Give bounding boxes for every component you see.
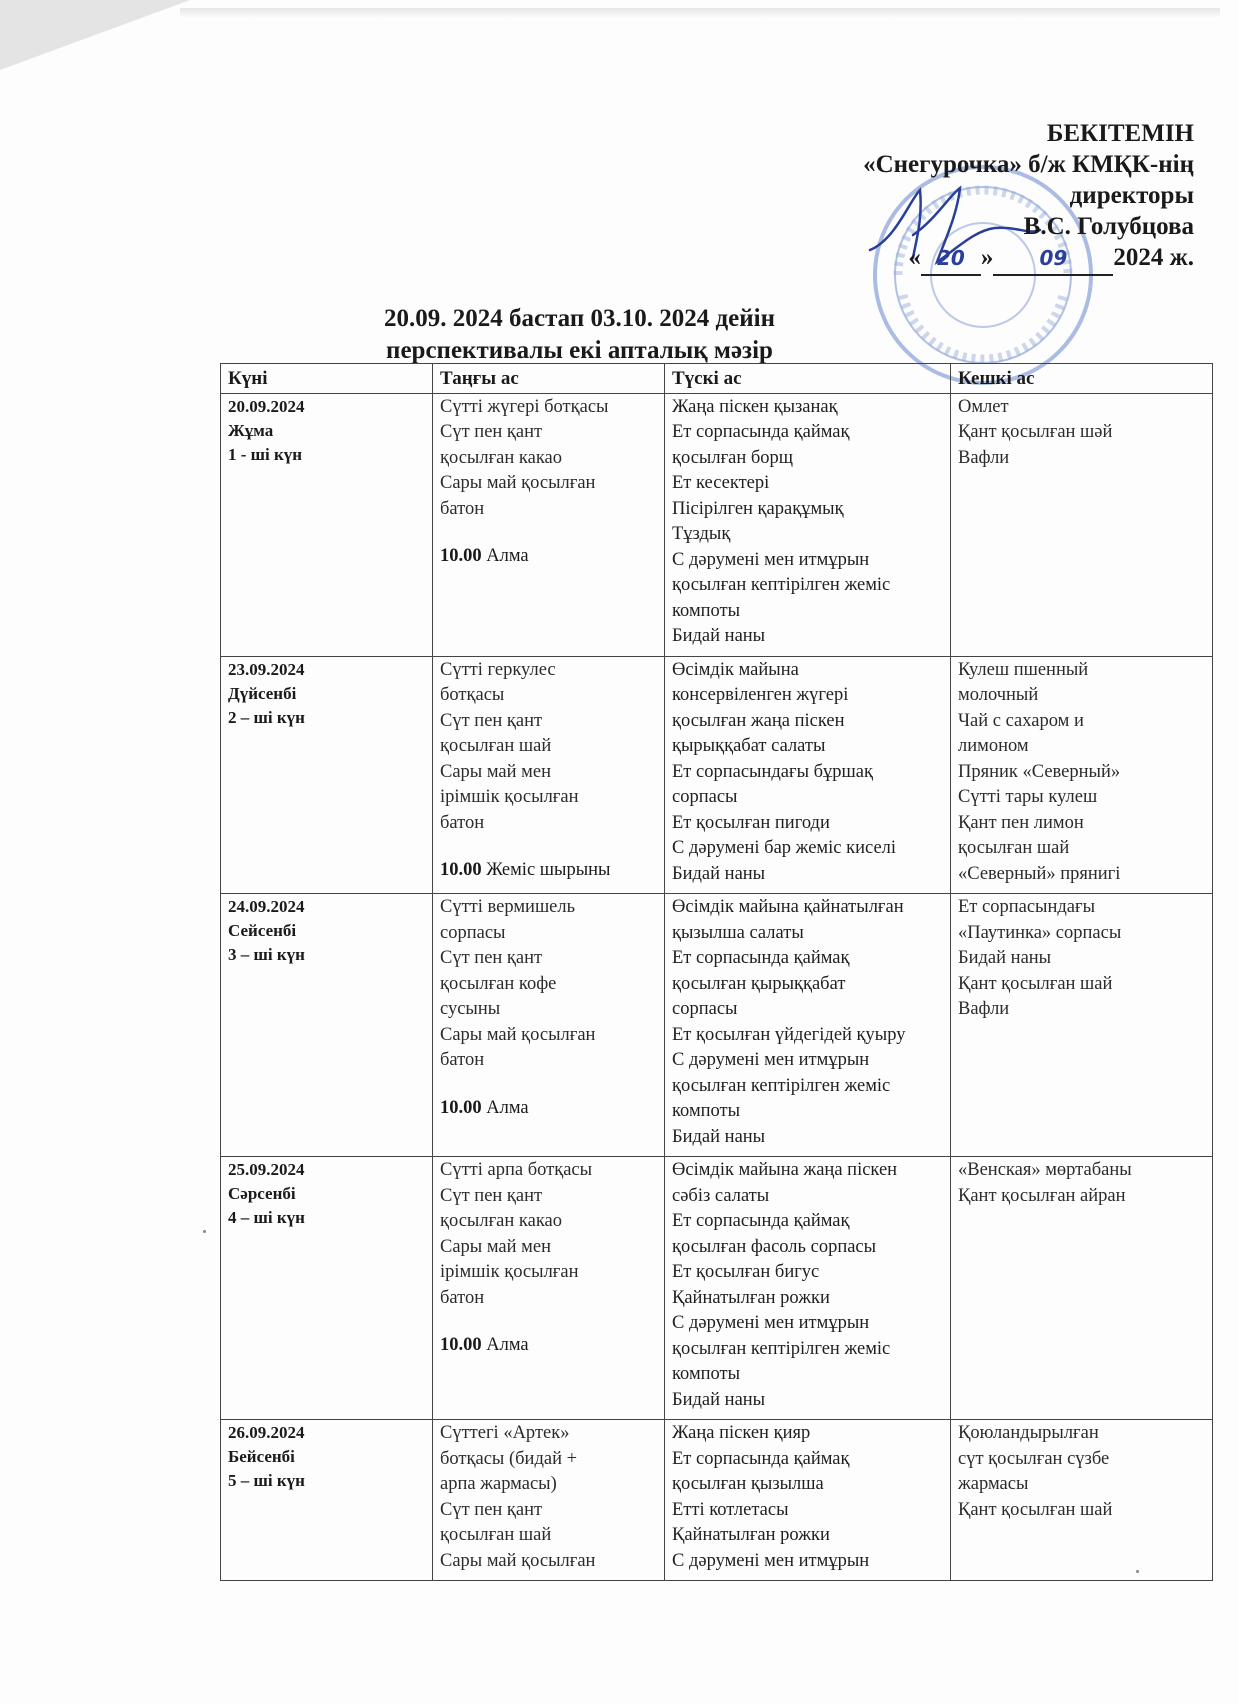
breakfast-item: Сүтті вермишель (440, 897, 576, 917)
day-date: 20.09.2024 (228, 396, 305, 416)
lunch-cell (665, 393, 951, 656)
breakfast-item: сорпасы (440, 922, 506, 943)
breakfast-item: қосылған какао (440, 447, 562, 468)
breakfast-item: қосылған кофе (440, 973, 557, 994)
lunch-item: компоты (672, 1364, 741, 1384)
breakfast-item: қосылған шай (440, 1525, 552, 1545)
dinner-item: Қант пен лимон (958, 812, 1084, 833)
breakfast-item: Сүт пен қант (440, 1185, 543, 1206)
lunch-item: қосылған фасоль сорпасы (672, 1236, 877, 1257)
lunch-item: компоты (672, 600, 741, 621)
lunch-item: қосылған кептірілген жеміс (672, 575, 891, 595)
menu-row (221, 894, 1213, 1157)
day-cell (221, 1420, 433, 1581)
lunch-item: қосылған борщ (672, 447, 794, 468)
dinner-item: Қоюландырылған (958, 1423, 1099, 1443)
breakfast-cell (433, 393, 665, 656)
document-title-line1: 20.09. 2024 бастап 03.10. 2024 дейін (383, 305, 775, 332)
approval-organization: «Снегурочка» б/ж КМҚК-нің (863, 151, 1194, 178)
lunch-cell (665, 1157, 951, 1420)
lunch-item: Бидай наны (672, 1389, 766, 1410)
lunch-item: Қайнатылған рожки (672, 1287, 830, 1308)
breakfast-item: батон (440, 1287, 485, 1308)
breakfast-item: Сары май мен (440, 1236, 551, 1257)
day-date: 23.09.2024 (228, 659, 305, 679)
snack-item: Алма (486, 546, 529, 566)
breakfast-item: Сүт пен қант (440, 710, 543, 731)
scan-speck (1136, 1570, 1139, 1573)
day-date: 25.09.2024 (228, 1160, 305, 1179)
snack-time: 10.00 (440, 860, 482, 880)
lunch-cell (665, 656, 951, 894)
lunch-item: Ет сорпасында қаймақ (672, 422, 850, 442)
snack-time: 10.00 (440, 1097, 482, 1118)
breakfast-item: Сүттегі «Артек» (440, 1423, 570, 1443)
dinner-item: Омлет (958, 396, 1009, 417)
header-lunch: Түскі ас (665, 364, 951, 394)
breakfast-item: арпа жармасы) (440, 1474, 557, 1494)
approval-block (863, 118, 1194, 276)
header-breakfast: Таңғы ас (433, 364, 665, 394)
lunch-item: Қайнатылған рожки (672, 1525, 830, 1545)
lunch-cell (665, 894, 951, 1157)
lunch-item: С дәрумені мен итмұрын (672, 1050, 870, 1070)
breakfast-item: ірімшік қосылған (440, 787, 579, 807)
lunch-item: сорпасы (672, 787, 738, 807)
dinner-cell (951, 1420, 1213, 1581)
lunch-item: Ет қосылған үйдегідей қуыру (672, 1024, 906, 1045)
lunch-item: С дәрумені мен итмұрын (672, 1313, 870, 1333)
lunch-item: қосылған кептірілген жеміс (672, 1075, 891, 1096)
breakfast-cell (433, 1157, 665, 1420)
lunch-item: қосылған қызылша (672, 1474, 824, 1494)
dinner-item: Бидай наны (958, 948, 1052, 968)
dinner-item: Вафли (958, 447, 1010, 468)
snack-item: Жеміс шырыны (486, 860, 611, 880)
dinner-item: Чай с сахаром и (958, 710, 1084, 731)
breakfast-item: Сүтті геркулес (440, 659, 556, 680)
dinner-item: «Венская» мөртабаны (958, 1160, 1132, 1180)
breakfast-item: батон (440, 498, 485, 519)
folded-corner-shadow (0, 0, 190, 70)
lunch-item: Өсімдік майына қайнатылған (672, 897, 904, 917)
day-number: 1 - ші күн (228, 444, 303, 464)
day-cell (221, 393, 433, 656)
breakfast-cell (433, 894, 665, 1157)
breakfast-item: Сары май қосылған (440, 1550, 596, 1571)
lunch-item: сәбіз салаты (672, 1185, 770, 1206)
snack-time: 10.00 (440, 546, 482, 566)
lunch-item: Жаңа піскен қызанақ (672, 396, 838, 417)
dinner-item: «Северный» прянигі (958, 863, 1121, 884)
approval-director-name: В.С. Голубцова (1023, 213, 1194, 240)
breakfast-item: Сары май қосылған (440, 473, 596, 493)
lunch-item: Бидай наны (672, 626, 766, 646)
day-weekday: Жұма (228, 420, 274, 440)
scan-speck (203, 1230, 206, 1233)
dinner-item: қосылған шай (958, 838, 1070, 858)
dinner-cell (951, 894, 1213, 1157)
day-weekday: Бейсенбі (228, 1447, 295, 1466)
lunch-item: қосылған жаңа піскен (672, 710, 845, 731)
dinner-item: Қант қосылған шай (958, 1499, 1113, 1520)
snack-line (440, 1096, 658, 1122)
approval-heading: БЕКІТЕМІН (1046, 120, 1194, 147)
lunch-item: Ет сорпасында қаймақ (672, 1211, 850, 1231)
breakfast-item: Сүт пен қант (440, 1499, 543, 1520)
breakfast-item: Сүт пен қант (440, 948, 543, 968)
date-mid-quote: » (980, 244, 994, 271)
day-cell (221, 1157, 433, 1420)
header-dinner: Кешкі ас (951, 364, 1213, 394)
dinner-item: Ет сорпасындағы (958, 897, 1096, 917)
lunch-item: қызылша салаты (672, 922, 804, 943)
day-weekday: Дүйсенбі (228, 683, 297, 703)
menu-row (221, 393, 1213, 656)
day-cell (221, 894, 433, 1157)
approval-position: директоры (1069, 182, 1194, 209)
snack-line (440, 544, 658, 570)
breakfast-item: қосылған какао (440, 1211, 562, 1231)
menu-row (221, 656, 1213, 894)
breakfast-cell (433, 1420, 665, 1581)
dinner-cell (951, 393, 1213, 656)
dinner-item: Кулеш пшенный (958, 659, 1089, 680)
document-title-line2: перспективалы екі апталық мәзір (386, 337, 773, 364)
lunch-item: қырыққабат салаты (672, 736, 826, 756)
snack-item: Алма (486, 1335, 529, 1355)
menu-table-header (221, 364, 1213, 394)
menu-table (220, 363, 1213, 1581)
dinner-item: лимоном (958, 736, 1029, 756)
day-weekday: Сейсенбі (228, 921, 297, 940)
lunch-item: Етті котлетасы (672, 1499, 789, 1520)
day-date: 26.09.2024 (228, 1423, 305, 1442)
breakfast-item: Сүтті арпа ботқасы (440, 1160, 593, 1180)
day-weekday: Сәрсенбі (228, 1184, 296, 1203)
approval-date-year: 2024 ж. (1113, 244, 1194, 271)
lunch-item: қосылған кептірілген жеміс (672, 1338, 891, 1359)
day-number: 5 – ші күн (228, 1471, 305, 1490)
dinner-item: Вафли (958, 999, 1010, 1019)
lunch-item: консервіленген жүгері (672, 685, 849, 705)
breakfast-item: Сары май қосылған (440, 1024, 596, 1045)
lunch-item: Ет сорпасындағы бұршақ (672, 761, 873, 782)
lunch-item: Ет қосылған пигоди (672, 812, 830, 833)
menu-table-body (221, 393, 1213, 1581)
lunch-item: Тұздық (672, 524, 731, 544)
lunch-item: Бидай наны (672, 863, 766, 884)
menu-row (221, 1420, 1213, 1581)
day-date: 24.09.2024 (228, 897, 305, 916)
day-number: 3 – ші күн (228, 945, 305, 964)
scan-top-edge (180, 8, 1220, 18)
lunch-item: Өсімдік майына жаңа піскен (672, 1160, 898, 1180)
lunch-item: Өсімдік майына (672, 659, 799, 680)
breakfast-item: Сүт пен қант (440, 422, 543, 442)
dinner-item: Пряник «Северный» (958, 761, 1121, 782)
dinner-item: Қант қосылған шәй (958, 422, 1113, 442)
lunch-item: сорпасы (672, 999, 738, 1019)
dinner-item: сүт қосылған сүзбе (958, 1448, 1110, 1469)
dinner-cell (951, 656, 1213, 894)
header-day: Күні (221, 364, 433, 394)
breakfast-item: қосылған шай (440, 736, 552, 756)
day-number: 4 – ші күн (228, 1208, 305, 1227)
day-cell (221, 656, 433, 894)
lunch-item: Жаңа піскен қияр (672, 1423, 811, 1443)
dinner-item: молочный (958, 685, 1039, 705)
snack-time: 10.00 (440, 1335, 482, 1355)
snack-line (440, 858, 658, 884)
dinner-item: Сүтті тары кулеш (958, 787, 1098, 807)
lunch-item: компоты (672, 1101, 741, 1121)
dinner-item: Қант қосылған айран (958, 1185, 1126, 1206)
dinner-item: Қант қосылған шай (958, 973, 1113, 994)
lunch-cell (665, 1420, 951, 1581)
lunch-item: С дәрумені мен итмұрын (672, 549, 870, 570)
day-number: 2 – ші күн (228, 707, 305, 727)
dinner-cell (951, 1157, 1213, 1420)
breakfast-item: батон (440, 812, 485, 833)
snack-item: Алма (486, 1097, 529, 1118)
lunch-item: С дәрумені мен итмұрын (672, 1550, 870, 1571)
lunch-item: Пісірілген қарақұмық (672, 498, 844, 519)
lunch-item: Ет қосылған бигус (672, 1262, 820, 1282)
date-open-quote: « (908, 244, 921, 271)
lunch-item: қосылған қырыққабат (672, 973, 846, 994)
breakfast-item: Сары май мен (440, 761, 551, 782)
lunch-item: Ет сорпасында қаймақ (672, 948, 850, 968)
approval-date-day: 20 (921, 243, 981, 276)
lunch-item: Бидай наны (672, 1126, 766, 1147)
lunch-item: Ет сорпасында қаймақ (672, 1448, 850, 1469)
snack-line (440, 1333, 658, 1359)
breakfast-item: сусыны (440, 999, 501, 1019)
lunch-item: С дәрумені бар жеміс киселі (672, 838, 897, 858)
lunch-item: Ет кесектері (672, 473, 770, 493)
breakfast-item: ботқасы (бидай + (440, 1448, 578, 1469)
breakfast-item: ірімшік қосылған (440, 1262, 579, 1282)
menu-row (221, 1157, 1213, 1420)
dinner-item: «Паутинка» сорпасы (958, 922, 1122, 943)
approval-date (863, 242, 1194, 276)
breakfast-item: Сүтті жүгері ботқасы (440, 396, 609, 417)
breakfast-item: ботқасы (440, 685, 505, 705)
breakfast-item: батон (440, 1050, 485, 1070)
breakfast-cell (433, 656, 665, 894)
dinner-item: жармасы (958, 1474, 1029, 1494)
approval-date-month: 09 (993, 243, 1113, 276)
